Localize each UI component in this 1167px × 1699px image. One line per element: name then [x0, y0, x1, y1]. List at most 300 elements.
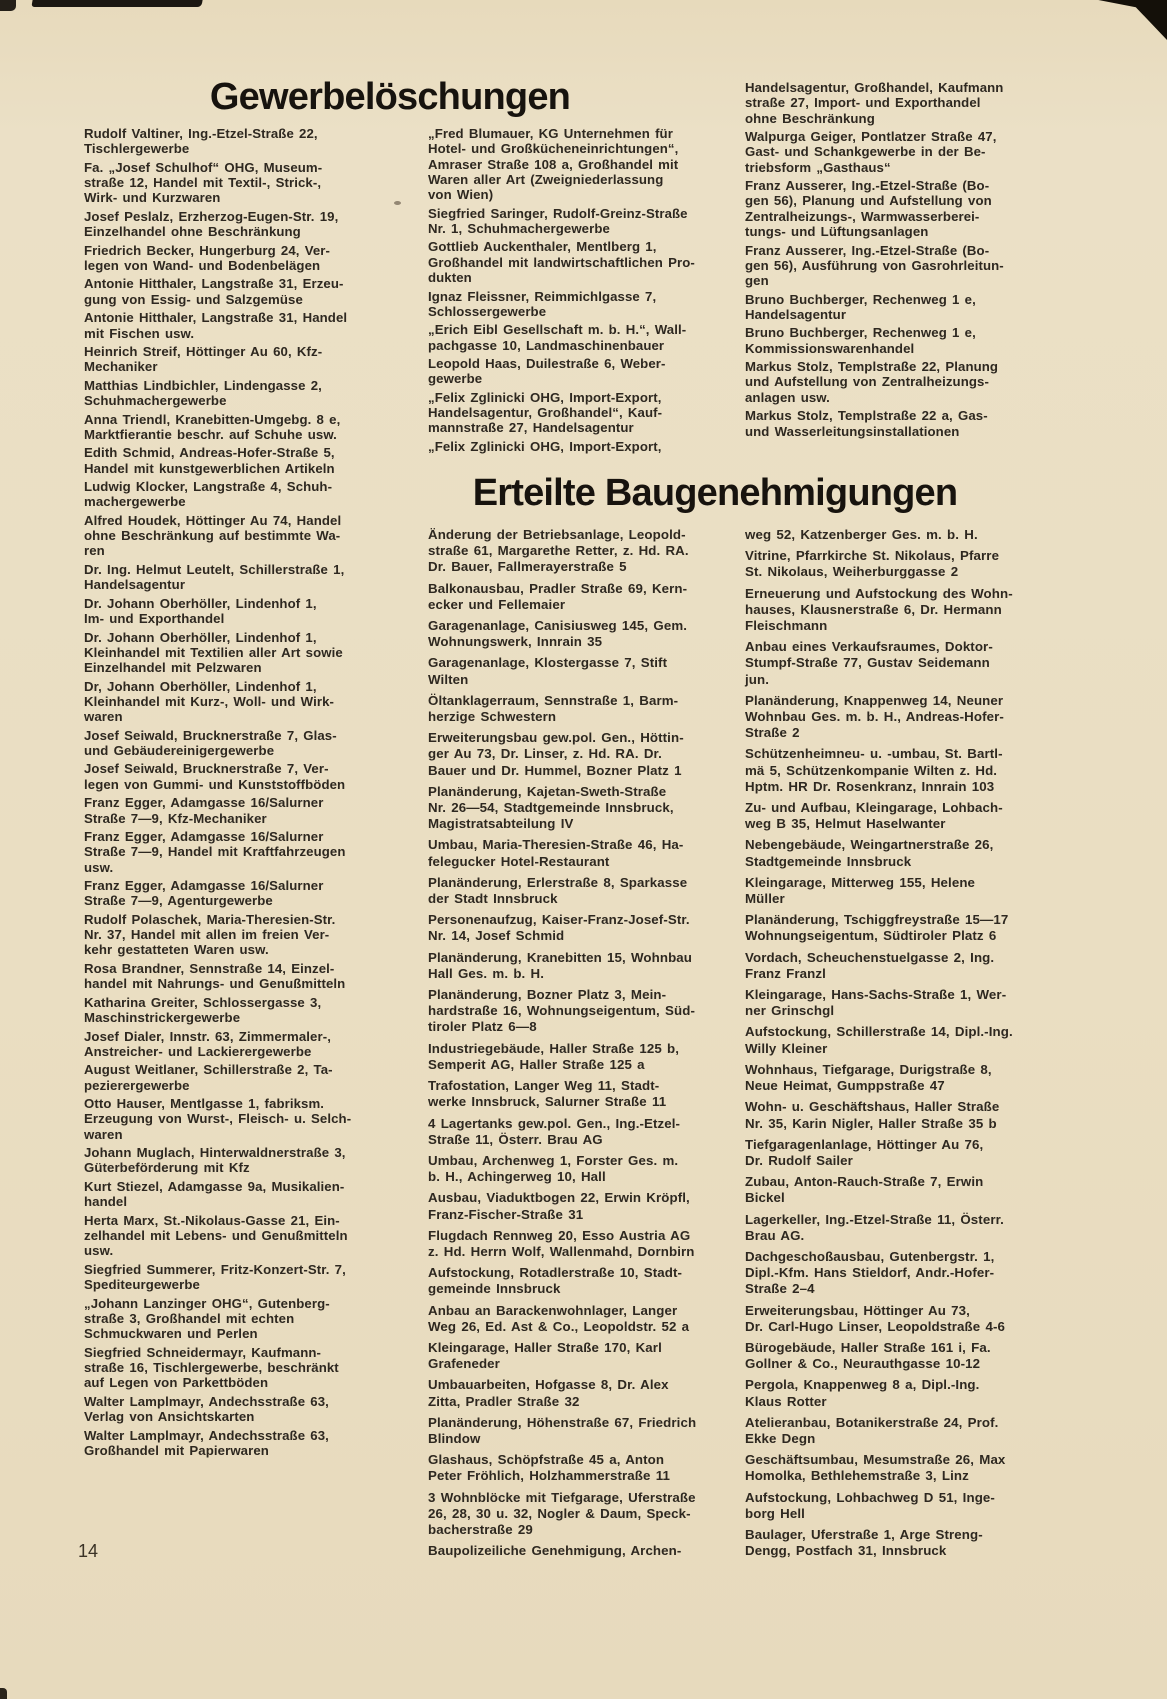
entry: [84, 1213, 406, 1259]
entry: [745, 1212, 1083, 1244]
entry: [84, 1179, 406, 1210]
entry: [428, 1228, 740, 1260]
text-line: mannstraße 27, Handelsagentur: [428, 420, 634, 436]
text-line: Güterbeförderung mit Kfz: [84, 1160, 250, 1176]
text-line: Ignaz Fleissner, Reimmichlgasse 7,: [428, 288, 657, 304]
entry: [428, 1116, 740, 1148]
text-line: legen von Gummi- und Kunststoffböden: [84, 776, 346, 792]
text-line: Josef Seiwald, Brucknerstraße 7, Ver-: [84, 761, 329, 777]
entry: [84, 829, 406, 875]
text-line: Straße 7—9, Agenturgewerbe: [84, 893, 273, 909]
text-line: Erneuerung und Aufstockung des Wohn-: [745, 585, 1013, 601]
entry: [428, 1190, 740, 1222]
scan-corner-artifact: [1089, 0, 1167, 40]
bau-column-3: [745, 527, 1083, 1564]
text-line: Spediteurgewerbe: [84, 1277, 200, 1293]
text-line: usw.: [84, 859, 114, 875]
text-line: Trafostation, Langer Weg 11, Stadt-: [428, 1078, 660, 1094]
text-line: Waren aller Art (Zweigniederlassung: [428, 171, 664, 187]
entry: [428, 655, 740, 687]
text-line: Peter Fröhlich, Holzhammerstraße 11: [428, 1468, 670, 1484]
entry: [84, 378, 406, 409]
text-line: tiroler Platz 6—8: [428, 1019, 537, 1035]
entry: [428, 950, 740, 982]
text-line: Heinrich Streif, Höttinger Au 60, Kfz-: [84, 343, 323, 359]
entry: [84, 961, 406, 992]
text-line: gemeinde Innsbruck: [428, 1281, 561, 1297]
entry: [745, 1377, 1083, 1409]
text-line: Franz Franzl: [745, 965, 826, 981]
entry: [745, 292, 1081, 323]
entry: [84, 344, 406, 375]
entry: [428, 875, 740, 907]
text-line: Einzelhandel mit Pelzwaren: [84, 660, 262, 676]
text-line: Planänderung, Kranebitten 15, Wohnbau: [428, 949, 693, 965]
entry: [428, 1265, 740, 1297]
entry: [428, 289, 730, 320]
text-line: ohne Beschränkung: [745, 110, 875, 126]
text-line: Handelsagentur: [84, 577, 186, 593]
text-line: Verlag von Ansichtskarten: [84, 1409, 255, 1425]
entry: [428, 1340, 740, 1372]
text-line: Edith Schmid, Andreas-Hofer-Straße 5,: [84, 445, 335, 461]
text-line: Pergola, Knappenweg 8 a, Dipl.-Ing.: [745, 1377, 980, 1393]
entry: [84, 412, 406, 443]
entry: [745, 243, 1081, 289]
entry: [428, 1078, 740, 1110]
section-title-baugenehmigungen: Erteilte Baugenehmigungen: [472, 472, 958, 514]
entry: [745, 1174, 1083, 1206]
text-line: Zubau, Anton-Rauch-Straße 7, Erwin: [745, 1174, 984, 1190]
text-line: Franz Egger, Adamgasse 16/Salurner: [84, 795, 324, 811]
entry: [428, 618, 740, 650]
text-line: Dr. Bauer, Fallmerayerstraße 5: [428, 559, 627, 575]
scan-smudge-bottom-left: [0, 1688, 7, 1699]
text-line: werke Innsbruck, Salurner Straße 11: [428, 1094, 667, 1110]
text-line: Anbau eines Verkaufsraumes, Doktor-: [745, 639, 993, 655]
text-line: handel: [84, 1194, 128, 1210]
text-line: gen 56), Planung und Aufstellung von: [745, 193, 992, 209]
text-line: Erzeugung von Wurst-, Fleisch- u. Selch-: [84, 1111, 352, 1127]
text-line: Geschäftsumbau, Mesumstraße 26, Max: [745, 1452, 1006, 1468]
text-line: waren: [84, 709, 123, 725]
text-line: Schuhmachergewerbe: [84, 393, 227, 409]
text-line: Handel mit kunstgewerblichen Artikeln: [84, 460, 335, 476]
text-line: Umbauarbeiten, Hofgasse 8, Dr. Alex: [428, 1377, 669, 1393]
text-line: Handelsagentur, Großhandel“, Kauf-: [428, 405, 663, 421]
text-line: Maschinstrickergewerbe: [84, 1010, 241, 1026]
text-line: Planänderung, Höhenstraße 67, Friedrich: [428, 1414, 697, 1430]
text-line: Dr. Johann Oberhöller, Lindenhof 1,: [84, 629, 317, 645]
text-line: „Felix Zglinicki OHG, Import-Export,: [428, 438, 662, 454]
entry: [84, 1145, 406, 1176]
text-line: Bruno Buchberger, Rechenweg 1 e,: [745, 325, 976, 341]
text-line: handel mit Nahrungs- und Genußmitteln: [84, 976, 346, 992]
text-line: pezierergewerbe: [84, 1077, 190, 1093]
text-line: Anna Triendl, Kranebitten-Umgebg. 8 e,: [84, 411, 341, 427]
gewerbe-column-2: [428, 126, 730, 457]
entry: [745, 408, 1081, 439]
text-line: Rudolf Polaschek, Maria-Theresien-Str.: [84, 911, 336, 927]
text-line: Dr. Ing. Helmut Leutelt, Schillerstraße 1,: [84, 561, 345, 577]
bau-column-2: [428, 527, 740, 1564]
text-line: Ekke Degn: [745, 1430, 816, 1446]
entry: [745, 1099, 1083, 1131]
text-line: Brau AG.: [745, 1227, 805, 1243]
entry: [84, 1262, 406, 1293]
text-line: Anstreicher- und Lackierergewerbe: [84, 1043, 312, 1059]
text-line: „Fred Blumauer, KG Unternehmen für: [428, 126, 673, 141]
text-line: Antonie Hitthaler, Langstraße 31, Erzeu-: [84, 276, 344, 292]
text-line: Straße 2: [745, 725, 800, 741]
text-line: Fleischmann: [745, 618, 828, 634]
text-line: Matthias Lindbichler, Lindengasse 2,: [84, 377, 322, 393]
text-line: mä 5, Schützenkompanie Wilten z. Hd.: [745, 762, 998, 778]
text-line: Großhandel mit landwirtschaftlichen Pro-: [428, 254, 695, 270]
text-line: Markus Stolz, Templstraße 22 a, Gas-: [745, 408, 988, 424]
entry: [745, 1340, 1083, 1372]
text-line: Handelsagentur: [745, 306, 847, 322]
page-number: 14: [78, 1541, 99, 1561]
text-line: Nr. 14, Josef Schmid: [428, 928, 565, 944]
text-line: Homolka, Bethlehemstraße 3, Linz: [745, 1468, 969, 1484]
text-line: jun.: [745, 671, 770, 687]
text-line: Müller: [745, 891, 785, 907]
text-line: gung von Essig- und Salzgemüse: [84, 291, 303, 307]
text-line: Rosa Brandner, Sennstraße 14, Einzel-: [84, 960, 335, 976]
text-line: Gottlieb Auckenthaler, Mentlberg 1,: [428, 239, 657, 255]
text-line: Baupolizeiliche Genehmigung, Archen-: [428, 1543, 682, 1559]
entry: [745, 178, 1081, 239]
entry: [428, 126, 730, 202]
text-line: Planänderung, Tschiggfreystraße 15—17: [745, 912, 1009, 928]
text-line: straße 12, Handel mit Textil-, Strick-,: [84, 175, 322, 191]
text-line: Hptm. HR Dr. Rosenkranz, Innrain 103: [745, 778, 995, 794]
text-line: Johann Muglach, Hinterwaldnerstraße 3,: [84, 1145, 346, 1161]
entry: [84, 1062, 406, 1093]
entry: [428, 987, 740, 1036]
text-line: Garagenanlage, Klostergasse 7, Stift: [428, 655, 668, 671]
entry: [428, 527, 740, 576]
entry: [745, 639, 1083, 688]
text-line: Josef Peslalz, Erzherzog-Eugen-Str. 19,: [84, 208, 339, 224]
text-line: August Weitlaner, Schillerstraße 2, Ta-: [84, 1062, 333, 1078]
entry: [428, 1377, 740, 1409]
text-line: hardstraße 16, Wohnungseigentum, Süd-: [428, 1003, 695, 1019]
entry: [84, 912, 406, 958]
entry: [84, 679, 406, 725]
entry: [745, 875, 1083, 907]
entry: [84, 1345, 406, 1391]
entry: [84, 728, 406, 759]
entry: [428, 1041, 740, 1073]
text-line: Bauer und Dr. Hummel, Bozner Platz 1: [428, 762, 682, 778]
text-line: auf Legen von Parkettböden: [84, 1375, 269, 1391]
text-line: „Felix Zglinicki OHG, Import-Export,: [428, 389, 662, 405]
entry: [84, 878, 406, 909]
text-line: Otto Hauser, Mentlgasse 1, fabriksm.: [84, 1096, 325, 1112]
text-line: anlagen usw.: [745, 389, 830, 405]
text-line: borg Hell: [745, 1505, 805, 1521]
text-line: Nr. 35, Karin Nigler, Haller Straße 35 b: [745, 1115, 997, 1131]
entry: [745, 1024, 1083, 1056]
text-line: felegucker Hotel-Restaurant: [428, 853, 610, 869]
text-line: Franz-Fischer-Straße 31: [428, 1206, 584, 1222]
text-line: z. Hd. Herrn Wolf, Wallenmahd, Dornbirn: [428, 1243, 695, 1259]
text-line: 4 Lagertanks gew.pol. Gen., Ing.-Etzel-: [428, 1115, 681, 1131]
text-line: Wilten: [428, 671, 469, 687]
entry: [745, 527, 1083, 543]
text-line: Planänderung, Kajetan-Sweth-Straße: [428, 783, 667, 799]
text-line: usw.: [84, 1243, 114, 1259]
text-line: Nebengebäude, Weingartnerstraße 26,: [745, 837, 994, 853]
text-line: Öltanklagerraum, Sennstraße 1, Barm-: [428, 692, 679, 708]
text-line: Herta Marx, St.-Nikolaus-Gasse 21, Ein-: [84, 1212, 340, 1228]
entry: [745, 586, 1083, 635]
entry: [428, 730, 740, 779]
text-line: Dr, Johann Oberhöller, Lindenhof 1,: [84, 678, 317, 694]
text-line: Straße 7—9, Handel mit Kraftfahrzeugen: [84, 844, 346, 860]
entry: [84, 1394, 406, 1425]
text-line: Amraser Straße 108 a, Großhandel mit: [428, 156, 679, 172]
text-line: Aufstockung, Schillerstraße 14, Dipl.-Ing.: [745, 1024, 1013, 1040]
text-line: Erweiterungsbau gew.pol. Gen., Höttin-: [428, 730, 684, 746]
entry: [745, 548, 1083, 580]
text-line: Semperit AG, Haller Straße 125 a: [428, 1056, 645, 1072]
text-line: 3 Wohnblöcke mit Tiefgarage, Uferstraße: [428, 1489, 696, 1505]
text-line: 26, 28, 30 u. 32, Nogler & Daum, Speck-: [428, 1505, 691, 1521]
text-line: Rudolf Valtiner, Ing.-Etzel-Straße 22,: [84, 126, 318, 141]
entry: [84, 795, 406, 826]
entry: [428, 1415, 740, 1447]
entry: [84, 243, 406, 274]
text-line: straße 61, Margarethe Retter, z. Hd. RA.: [428, 543, 689, 559]
text-line: Franz Ausserer, Ing.-Etzel-Straße (Bo-: [745, 242, 990, 258]
text-line: „Johann Lanzinger OHG“, Gutenberg-: [84, 1295, 330, 1311]
entry: [745, 325, 1081, 356]
entry: [84, 1296, 406, 1342]
text-line: Walter Lamplmayr, Andechsstraße 63,: [84, 1427, 329, 1443]
text-line: Industriegebäude, Haller Straße 125 b,: [428, 1040, 680, 1056]
text-line: Zitta, Pradler Straße 32: [428, 1393, 580, 1409]
entry: [428, 390, 730, 436]
entry: [745, 1137, 1083, 1169]
text-line: ner Grinschgl: [745, 1003, 835, 1019]
text-line: Ludwig Klocker, Langstraße 4, Schuh-: [84, 479, 333, 495]
text-line: Zentralheizungs-, Warmwasserberei-: [745, 208, 980, 224]
text-line: Walter Lamplmayr, Andechsstraße 63,: [84, 1393, 329, 1409]
text-line: Kleingarage, Mitterweg 155, Helene: [745, 874, 976, 890]
text-line: Hotel- und Großkücheneinrichtungen“,: [428, 141, 679, 157]
text-line: kehr gestatteten Waren usw.: [84, 942, 269, 958]
text-line: triebsform „Gasthaus“: [745, 159, 891, 175]
entry: [745, 1249, 1083, 1298]
entry: [745, 837, 1083, 869]
text-line: straße 27, Import- und Exporthandel: [745, 95, 981, 111]
text-line: machergewerbe: [84, 494, 186, 510]
text-line: Siegfried Schneidermayr, Kaufmann-: [84, 1344, 322, 1360]
entry: [428, 912, 740, 944]
text-line: gewerbe: [428, 371, 483, 387]
scan-smudge-top-left-corner: [0, 0, 16, 11]
text-line: und Gebäudereinigergewerbe: [84, 742, 275, 758]
text-line: Kleingarage, Hans-Sachs-Straße 1, Wer-: [745, 987, 1007, 1003]
text-line: Straße 7—9, Kfz-Mechaniker: [84, 810, 267, 826]
text-line: weg 52, Katzenberger Ges. m. b. H.: [745, 527, 978, 542]
text-line: weg B 35, Helmut Haselwanter: [745, 816, 946, 832]
text-line: Garagenanlage, Canisiusweg 145, Gem.: [428, 618, 688, 634]
text-line: Planänderung, Knappenweg 14, Neuner: [745, 692, 1004, 708]
text-line: Flugdach Rennweg 20, Esso Austria AG: [428, 1227, 691, 1243]
entry: [745, 800, 1083, 832]
text-line: Josef Dialer, Innstr. 63, Zimmermaler-,: [84, 1028, 331, 1044]
text-line: Walpurga Geiger, Pontlatzer Straße 47,: [745, 129, 997, 145]
entry: [428, 322, 730, 353]
text-line: Vordach, Scheuchenstuelgasse 2, Ing.: [745, 949, 995, 965]
text-line: Einzelhandel ohne Beschränkung: [84, 224, 301, 240]
text-line: Mechaniker: [84, 359, 158, 375]
text-line: Glashaus, Schöpfstraße 45 a, Anton: [428, 1452, 665, 1468]
text-line: Zu- und Aufbau, Kleingarage, Lohbach-: [745, 800, 1003, 816]
text-line: Stadtgemeinde Innsbruck: [745, 853, 912, 869]
text-line: Dipl.-Kfm. Hans Stieldorf, Andr.-Hofer-: [745, 1265, 995, 1281]
text-line: der Stadt Innsbruck: [428, 891, 558, 907]
text-line: Franz Egger, Adamgasse 16/Salurner: [84, 878, 324, 894]
text-line: Kleinhandel mit Kurz-, Woll- und Wirk-: [84, 693, 335, 709]
text-line: Magistratsabteilung IV: [428, 816, 574, 832]
entry: [84, 310, 406, 341]
text-line: gen 56), Ausführung von Gasrohrleitun-: [745, 257, 1004, 273]
text-line: dukten: [428, 270, 472, 286]
entry: [428, 1153, 740, 1185]
entry: [428, 693, 740, 725]
text-line: Leopold Haas, Duilestraße 6, Weber-: [428, 356, 666, 372]
text-line: und Wasserleitungsinstallationen: [745, 423, 960, 439]
entry: [428, 1452, 740, 1484]
text-line: Grafeneder: [428, 1356, 500, 1372]
text-line: Bickel: [745, 1190, 785, 1206]
text-line: Wohnbau Ges. m. b. H., Andreas-Hofer-: [745, 709, 1004, 725]
text-line: Bruno Buchberger, Rechenweg 1 e,: [745, 291, 976, 307]
text-line: Straße 11, Österr. Brau AG: [428, 1131, 603, 1147]
text-line: Lagerkeller, Ing.-Etzel-Straße 11, Österr.: [745, 1211, 1004, 1227]
text-line: Franz Egger, Adamgasse 16/Salurner: [84, 829, 324, 845]
text-line: Schlossergewerbe: [428, 303, 547, 319]
text-line: Nr. 1, Schuhmachergewerbe: [428, 220, 610, 236]
text-line: Erweiterungsbau, Höttinger Au 73,: [745, 1302, 970, 1318]
text-line: Blindow: [428, 1430, 481, 1446]
text-line: „Erich Eibl Gesellschaft m. b. H.“, Wall-: [428, 322, 687, 338]
text-line: Atelieranbau, Botanikerstraße 24, Prof.: [745, 1414, 999, 1430]
text-line: ren: [84, 543, 105, 559]
entry: [745, 693, 1083, 742]
scan-smudge-top-left: [31, 0, 202, 7]
text-line: ohne Beschränkung auf bestimmte Wa-: [84, 528, 341, 544]
text-line: mit Fischen usw.: [84, 325, 195, 341]
text-line: Alfred Houdek, Höttinger Au 74, Handel: [84, 512, 342, 528]
entry: [84, 630, 406, 676]
text-line: Antonie Hitthaler, Langstraße 31, Handel: [84, 310, 348, 326]
entry: [428, 356, 730, 387]
text-line: Umbau, Archenweg 1, Forster Ges. m.: [428, 1152, 679, 1168]
text-line: Großhandel mit Papierwaren: [84, 1442, 269, 1458]
text-line: Dachgeschoßausbau, Gutenbergstr. 1,: [745, 1248, 995, 1264]
entry: [84, 596, 406, 627]
text-line: Nr. 26—54, Stadtgemeinde Innsbruck,: [428, 800, 674, 816]
text-line: pachgasse 10, Landmaschinenbauer: [428, 337, 665, 353]
entry: [84, 513, 406, 559]
text-line: straße 16, Tischlergewerbe, beschränkt: [84, 1359, 339, 1375]
entry: [84, 209, 406, 240]
text-line: Stumpf-Straße 77, Gustav Seidemann: [745, 655, 990, 671]
entry: [84, 479, 406, 510]
text-line: Tiefgaragenlanlage, Höttinger Au 76,: [745, 1136, 984, 1152]
entry: [745, 1303, 1083, 1335]
text-line: Nr. 37, Handel mit allen im freien Ver-: [84, 927, 330, 943]
text-line: Kommissionswarenhandel: [745, 340, 915, 356]
text-line: Tischlergewerbe: [84, 141, 190, 157]
text-line: Balkonausbau, Pradler Straße 69, Kern-: [428, 580, 688, 596]
entry: [428, 1543, 740, 1559]
text-line: Gollner & Co., Neurauthgasse 10-12: [745, 1356, 981, 1372]
entry: [745, 1527, 1083, 1559]
text-line: Anbau an Barackenwohnlager, Langer: [428, 1302, 678, 1318]
entry: [84, 126, 406, 157]
text-line: Kleinhandel mit Textilien aller Art sowie: [84, 644, 343, 660]
text-line: Weg 26, Ed. Ast & Co., Leopoldstr. 52 a: [428, 1318, 690, 1334]
entry: [745, 129, 1081, 175]
text-line: straße 3, Großhandel mit echten: [84, 1310, 295, 1326]
text-line: Umbau, Maria-Theresien-Straße 46, Ha-: [428, 837, 684, 853]
text-line: Gast- und Schankgewerbe in der Be-: [745, 144, 986, 160]
text-line: Wohnhaus, Tiefgarage, Durigstraße 8,: [745, 1061, 992, 1077]
text-line: Planänderung, Erlerstraße 8, Sparkasse: [428, 874, 688, 890]
section-title-gewerbeloeschungen: Gewerbelöschungen: [209, 76, 571, 118]
text-line: Ausbau, Viaduktbogen 22, Erwin Kröpfl,: [428, 1190, 690, 1206]
entry: [84, 761, 406, 792]
text-line: Schmuckwaren und Perlen: [84, 1326, 258, 1342]
entry: [428, 239, 730, 285]
entry: [745, 359, 1081, 405]
text-line: Dengg, Postfach 31, Innsbruck: [745, 1543, 947, 1559]
text-line: Schützenheimneu- u. -umbau, St. Bartl-: [745, 746, 1003, 762]
entry: [745, 1062, 1083, 1094]
text-line: ger Au 73, Dr. Linser, z. Hd. RA. Dr.: [428, 746, 662, 762]
entry: [428, 581, 740, 613]
text-line: Markus Stolz, Templstraße 22, Planung: [745, 359, 999, 375]
text-line: waren: [84, 1126, 123, 1142]
text-line: Straße 2–4: [745, 1281, 815, 1297]
text-line: Aufstockung, Lohbachweg D 51, Inge-: [745, 1489, 995, 1505]
text-line: tungs- und Lüftungsanlagen: [745, 224, 929, 240]
text-line: Wohnungseigentum, Südtiroler Platz 6: [745, 928, 997, 944]
entry: [84, 1428, 406, 1459]
entry: [428, 439, 730, 454]
text-line: Josef Seiwald, Brucknerstraße 7, Glas-: [84, 727, 337, 743]
text-line: und Aufstellung von Zentralheizungs-: [745, 374, 989, 390]
text-line: Katharina Greiter, Schlossergasse 3,: [84, 994, 322, 1010]
text-line: St. Nikolaus, Weiherburggasse 2: [745, 564, 959, 580]
text-line: Fa. „Josef Schulhof“ OHG, Museum-: [84, 159, 323, 175]
text-line: b. H., Achingerweg 10, Hall: [428, 1169, 606, 1185]
text-line: Änderung der Betriebsanlage, Leopold-: [428, 527, 686, 542]
text-line: Marktfierantie beschr. auf Schuhe usw.: [84, 426, 337, 442]
entry: [745, 1490, 1083, 1522]
text-line: Hall Ges. m. b. H.: [428, 965, 545, 981]
text-line: Dr. Johann Oberhöller, Lindenhof 1,: [84, 595, 317, 611]
entry: [745, 1452, 1083, 1484]
entry: [428, 837, 740, 869]
